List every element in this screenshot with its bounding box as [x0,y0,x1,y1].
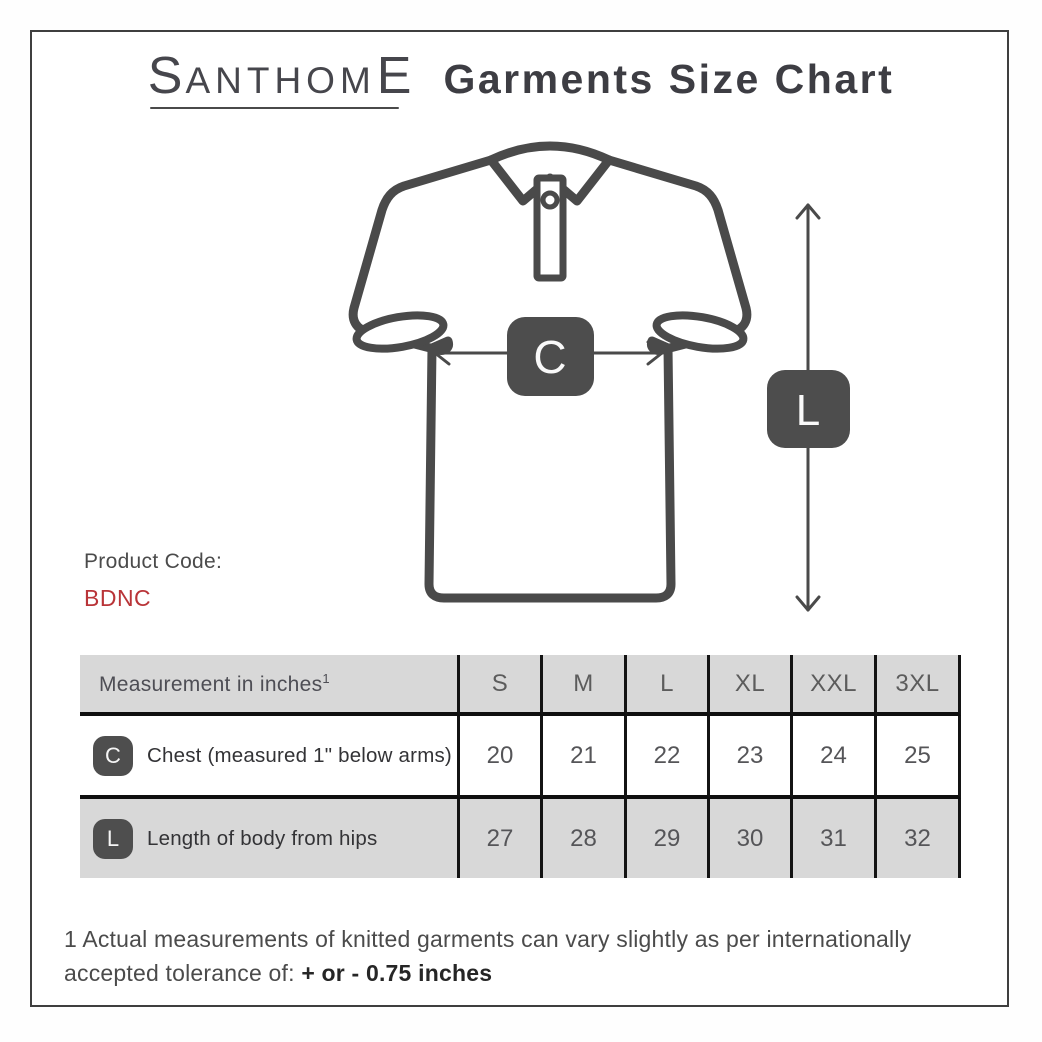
length-value-s: 27 [460,799,543,878]
table-row-chest-label [80,716,460,799]
chest-value-3xl: 25 [877,716,961,799]
brand-logo [148,46,414,106]
chest-value-xl: 23 [710,716,793,799]
brand-letters-mid: ANTHOM [185,60,376,101]
table-header-size-s: S [460,655,543,716]
footnote-line2: accepted tolerance of: + or - 0.75 inches [64,960,493,986]
brand-underline [150,107,400,109]
length-measure-badge [767,370,850,448]
chest-value-xxl: 24 [793,716,877,799]
chest-row-text: Chest (measured 1" below arms) [147,743,452,767]
length-value-xxl: 31 [793,799,877,878]
product-code-value: BDNC [84,585,152,611]
chest-value-s: 20 [460,716,543,799]
chest-badge-icon: C [93,736,133,776]
svg-text:C: C [533,331,567,383]
length-value-xl: 30 [710,799,793,878]
table-header-size-3xl: 3XL [877,655,961,716]
product-code-label: Product Code: [84,550,223,573]
table-header-measurement: Measurement in inches$^1$ [80,655,460,716]
length-row-text: Length of body from hips [147,826,378,850]
chest-measure-badge [507,317,594,396]
length-value-3xl: 32 [877,799,961,878]
svg-text:L: L [795,386,821,435]
title-row [0,46,1042,106]
product-code-block [84,550,222,612]
footnote-marker: 1 [322,670,330,686]
table-header-size-xl: XL [710,655,793,716]
polo-shirt-illustration [336,136,876,631]
shirt-button [543,193,557,207]
length-badge-icon: L [93,819,133,859]
table-row-length-label [80,799,460,878]
chest-value-m: 21 [543,716,627,799]
page-title: Garments Size Chart [443,56,895,102]
footnote-tolerance-value: + or - 0.75 inches [301,960,493,986]
footnote-line1: 1 Actual measurements of knitted garments can vary slightly as per internationally [64,926,912,952]
brand-letter-s: S [147,47,185,105]
footnote [64,922,974,990]
size-table [80,655,961,878]
table-header-size-xxl: XXL [793,655,877,716]
brand-letter-e: E [376,47,414,105]
table-header-size-l: L [627,655,710,716]
length-value-m: 28 [543,799,627,878]
table-header-size-m: M [543,655,627,716]
chest-value-l: 22 [627,716,710,799]
length-value-l: 29 [627,799,710,878]
